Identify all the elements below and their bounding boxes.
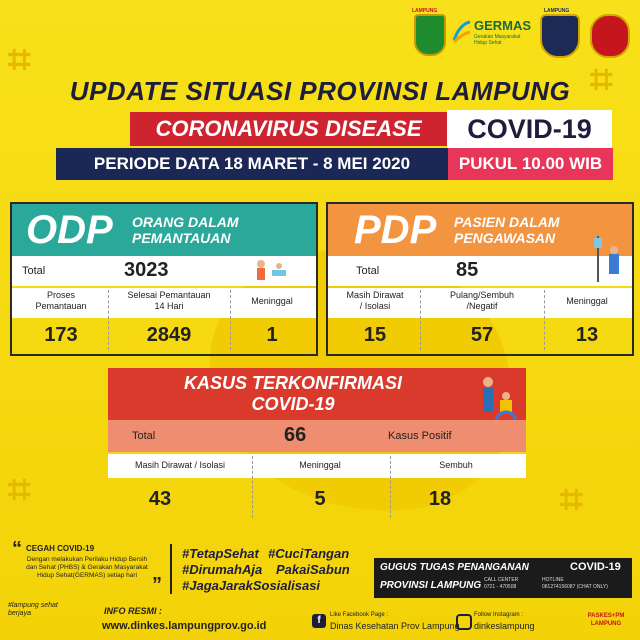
pdp-sub-labels xyxy=(328,288,632,318)
kasus-total-value: 66 xyxy=(284,424,307,446)
odp-full-line1: ORANG DALAM xyxy=(132,214,239,230)
odp-total-value: 3023 xyxy=(124,259,169,281)
odp-sub-labels xyxy=(12,288,316,318)
call-center xyxy=(484,577,518,591)
gugus-province: PROVINSI LAMPUNG xyxy=(380,580,482,591)
odp-col2-label xyxy=(110,290,228,312)
odp-col1-label xyxy=(16,290,106,312)
pdp-total-value: 85 xyxy=(456,259,479,281)
call-center-number: 0721 - 470508 xyxy=(484,584,517,590)
pdp-col1-label-line2: / Isolasi xyxy=(359,301,391,311)
kasus-total-label: Total xyxy=(132,430,156,442)
pdp-col3-label: Meninggal xyxy=(566,296,608,306)
odp-col3-value: 1 xyxy=(266,324,278,346)
odp-divider xyxy=(230,290,231,350)
instagram-link[interactable]: dinkeslampung xyxy=(474,621,535,631)
odp-full-title xyxy=(132,214,239,246)
cegah-box xyxy=(12,538,162,596)
pdp-total-label: Total xyxy=(356,265,380,277)
pdp-divider xyxy=(544,290,545,350)
disease-banner: CORONAVIRUS DISEASE xyxy=(130,112,447,146)
odp-total-label: Total xyxy=(22,265,46,277)
kasus-total-row xyxy=(108,420,526,452)
hashtag: #DirumahAja xyxy=(182,562,263,577)
logo-police-label: LAMPUNG xyxy=(544,8,570,14)
germas-title: GERMAS xyxy=(474,18,532,33)
odp-header xyxy=(12,204,316,256)
odp-col3-label: Meninggal xyxy=(251,296,293,306)
odp-col1-label-line1: Proses xyxy=(46,290,75,300)
germas-logo xyxy=(452,14,532,54)
germas-subtitle: Gerakan Masyarakat Hidup Sehat xyxy=(474,34,521,46)
instagram-icon[interactable] xyxy=(456,614,472,630)
cegah-body: Dengan melakukan Perilaku Hidup Bersih dan Sehat (PHBS) & Gerakan Masyarakat Hidup Sehat(GERMAS) setiap hari xyxy=(26,556,148,579)
quote-close-icon: ” xyxy=(152,574,162,596)
paskes-logo: PASKES+PM LAMPUNG xyxy=(587,613,625,627)
page-title: UPDATE SITUASI PROVINSI LAMPUNG xyxy=(69,76,571,106)
info-resmi-label: INFO RESMI : xyxy=(104,606,162,616)
pdp-col1-label xyxy=(332,290,418,312)
pdp-col3-value: 13 xyxy=(575,324,599,346)
kasus-positif-label: Kasus Positif xyxy=(388,430,452,442)
hashtag: #TetapSehat xyxy=(182,546,259,561)
kasus-header xyxy=(108,368,526,420)
period-banner: PERIODE DATA 18 MARET - 8 MEI 2020 xyxy=(56,148,448,180)
police-logo xyxy=(540,8,580,58)
army-logo xyxy=(590,14,630,58)
kasus-values-row xyxy=(108,478,526,522)
website-link[interactable]: www.dinkes.lampungprov.go.id xyxy=(102,620,267,632)
kasus-title-line1: KASUS TERKONFIRMASI xyxy=(183,373,402,393)
gugus-tugas-banner xyxy=(374,558,632,598)
odp-col1-value: 173 xyxy=(44,324,78,346)
facebook-page-link[interactable]: Dinas Kesehatan Prov Lampung xyxy=(330,621,460,631)
odp-col2-label-line2: 14 Hari xyxy=(154,301,184,311)
kasus-divider xyxy=(252,456,253,518)
kasus-col3-label: Sembuh xyxy=(439,460,473,470)
call-center-label: CALL CENTER xyxy=(484,577,519,583)
kasus-title-line2: COVID-19 xyxy=(251,394,335,414)
hashtag: #JagaJarakSosialisasi xyxy=(182,578,321,593)
pdp-abbr: PDP xyxy=(354,208,437,252)
odp-values-row xyxy=(12,320,316,354)
kasus-col1-value: 43 xyxy=(148,488,172,510)
kasus-col2-value: 5 xyxy=(314,488,326,510)
hotline-number: 081274156087 (CHAT ONLY) xyxy=(542,584,608,590)
hotline-label: HOTLINE xyxy=(542,577,564,583)
pdp-col2-label-line1: Pulang/Sembuh xyxy=(449,290,515,300)
odp-card xyxy=(10,202,318,356)
quote-open-icon: “ xyxy=(12,538,22,560)
pdp-values-row xyxy=(328,320,632,354)
hashtag: #CuciTangan xyxy=(268,546,350,561)
pdp-full-title xyxy=(454,214,560,246)
facebook-label: Like Facebook Page : xyxy=(330,612,389,618)
pdp-total-row xyxy=(328,256,632,286)
kasus-col2-label: Meninggal xyxy=(299,460,341,470)
odp-divider xyxy=(108,290,109,350)
pdp-full-line2: PENGAWASAN xyxy=(454,230,556,246)
kasus-col1-label: Masih Dirawat / Isolasi xyxy=(134,460,226,470)
logo-gov-label: LAMPUNG xyxy=(412,8,438,14)
pdp-col1-value: 15 xyxy=(363,324,387,346)
kasus-sub-labels xyxy=(108,454,526,478)
lampung-sehat-logo: #lampung sehat berjaya xyxy=(8,602,58,617)
odp-full-line2: PEMANTAUAN xyxy=(132,230,231,246)
pdp-col2-label-line2: /Negatif xyxy=(466,301,498,311)
odp-abbr: ODP xyxy=(26,208,113,252)
pdp-col1-label-line1: Masih Dirawat xyxy=(346,290,404,300)
lampung-government-logo xyxy=(412,8,446,56)
kasus-col3-value: 18 xyxy=(428,488,452,510)
cegah-title: CEGAH COVID-19 xyxy=(26,544,95,553)
gugus-title: GUGUS TUGAS PENANGANAN xyxy=(380,562,529,573)
hotline xyxy=(542,577,608,591)
odp-col1-label-line2: Pemantauan xyxy=(35,301,87,311)
hashtag-box xyxy=(170,544,362,594)
odp-col2-value: 2849 xyxy=(146,324,192,346)
doctor-patient-icon xyxy=(252,258,288,284)
odp-total-row xyxy=(12,256,316,286)
pdp-full-line1: PASIEN DALAM xyxy=(454,214,560,230)
ornament-icon: ⌗ xyxy=(8,37,31,83)
time-banner: PUKUL 10.00 WIB xyxy=(448,148,613,180)
iv-patient-icon xyxy=(590,234,626,284)
germas-swoosh-icon xyxy=(452,20,472,44)
pdp-col2-value: 57 xyxy=(470,324,494,346)
odp-col2-label-line1: Selesai Pemantauan xyxy=(127,290,211,300)
pdp-divider xyxy=(420,290,421,350)
facebook-icon[interactable]: f xyxy=(312,614,326,628)
ornament-icon: ⌗ xyxy=(8,467,31,513)
hashtag: PakaiSabun xyxy=(276,562,350,577)
gugus-covid: COVID-19 xyxy=(570,561,621,573)
ornament-icon: ⌗ xyxy=(560,477,583,523)
kasus-divider xyxy=(390,456,391,518)
pdp-col2-label xyxy=(422,290,542,312)
pdp-header xyxy=(328,204,632,256)
ornament-icon: ⌗ xyxy=(590,57,613,103)
instagram-label: Follow Instagram : xyxy=(474,612,524,618)
pdp-card xyxy=(326,202,634,356)
covid-banner: COVID-19 xyxy=(447,110,612,148)
